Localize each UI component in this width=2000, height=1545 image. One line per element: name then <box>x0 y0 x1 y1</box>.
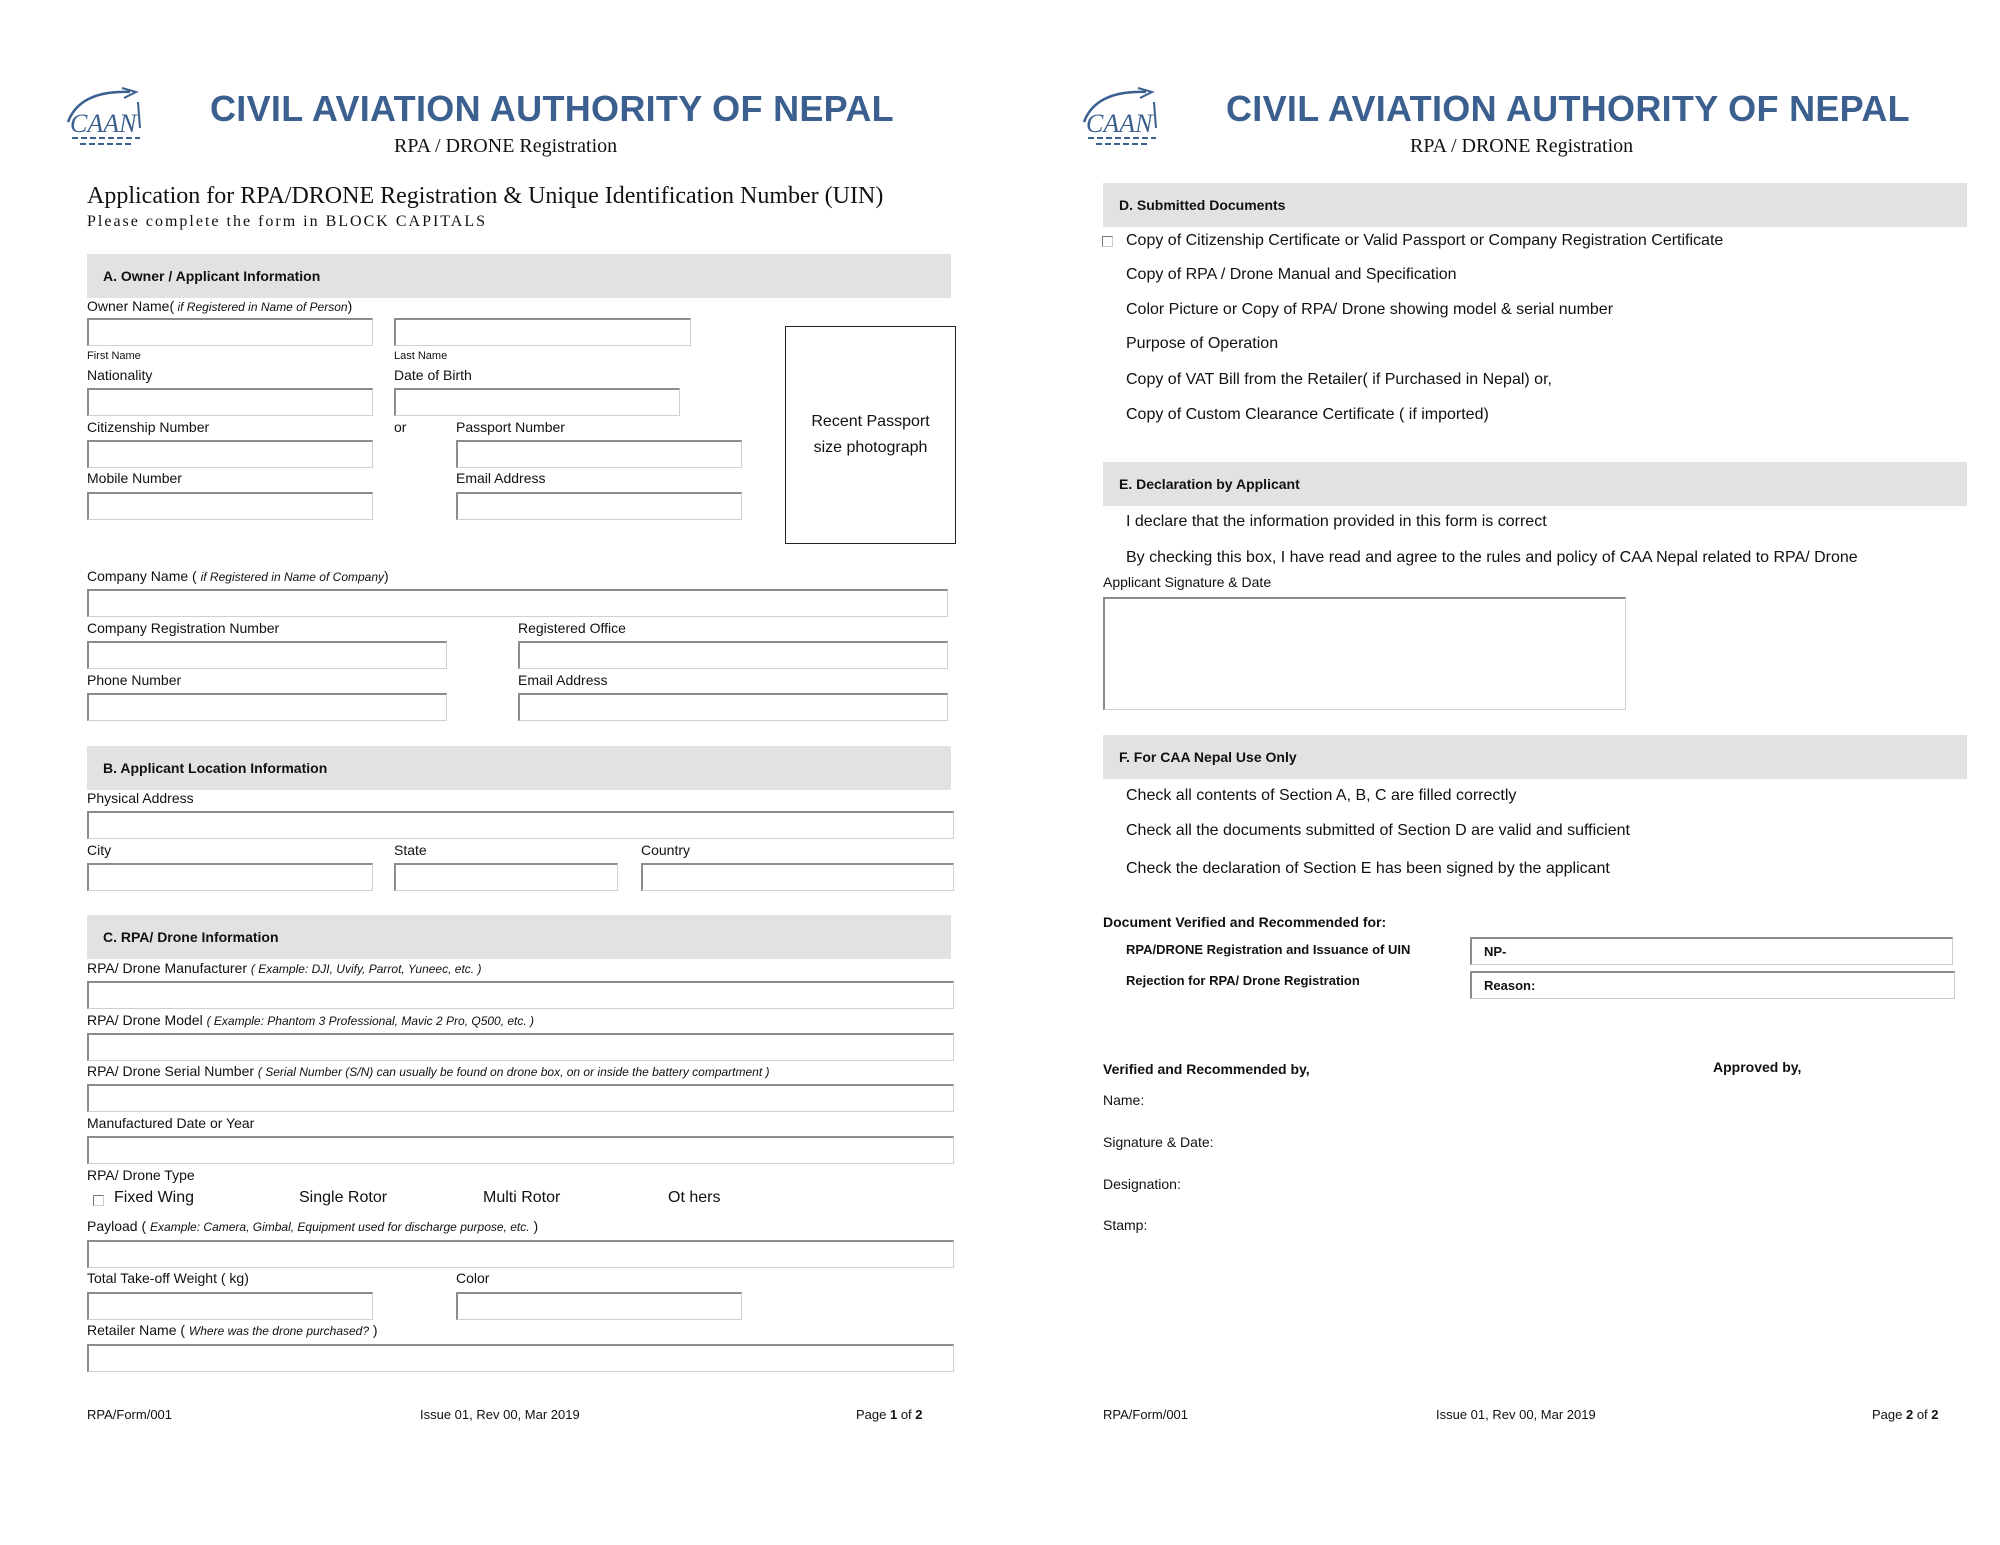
last-name-input[interactable] <box>394 318 691 346</box>
retailer-input[interactable] <box>87 1344 954 1372</box>
declaration-item-1[interactable]: I declare that the information provided in this form is correct <box>1126 513 1547 530</box>
state-label: State <box>394 842 427 858</box>
page-title: CIVIL AVIATION AUTHORITY OF NEPAL <box>1226 88 1910 129</box>
email-input[interactable] <box>456 492 742 520</box>
doc-item-5[interactable]: Copy of VAT Bill from the Retailer( if Purchased in Nepal) or, <box>1126 371 1552 388</box>
company-name-input[interactable] <box>87 589 948 617</box>
company-reg-input[interactable] <box>87 641 447 669</box>
check-item-3[interactable]: Check the declaration of Section E has been signed by the applicant <box>1126 860 1610 877</box>
page-title: CIVIL AVIATION AUTHORITY OF NEPAL <box>210 88 894 129</box>
photo-box[interactable] <box>785 326 956 544</box>
manufacturer-label: RPA/ Drone Manufacturer ( Example: DJI, Uvify, Parrot, Yuneec, etc. ) <box>87 960 482 976</box>
model-input[interactable] <box>87 1033 954 1061</box>
section-a-heading: A. Owner / Applicant Information <box>87 254 951 298</box>
type-option-others[interactable]: Ot hers <box>668 1189 721 1206</box>
signature-box[interactable] <box>1103 597 1626 710</box>
company-email-label: Email Address <box>518 672 608 688</box>
section-f-heading: F. For CAA Nepal Use Only <box>1103 735 1967 779</box>
city-input[interactable] <box>87 863 373 891</box>
form-title: Application for RPA/DRONE Registration & Unique Identification Number (UIN) <box>87 183 884 209</box>
citizenship-label: Citizenship Number <box>87 419 210 435</box>
caan-logo-icon <box>60 82 150 152</box>
type-option-single-rotor[interactable]: Single Rotor <box>299 1189 388 1206</box>
page-subtitle: RPA / DRONE Registration <box>394 135 618 157</box>
physical-address-label: Physical Address <box>87 790 194 806</box>
color-label: Color <box>456 1270 490 1286</box>
weight-label: Total Take-off Weight ( kg) <box>87 1270 249 1286</box>
doc-item-6[interactable]: Copy of Custom Clearance Certificate ( if imported) <box>1126 406 1489 423</box>
section-c-heading: C. RPA/ Drone Information <box>87 915 951 959</box>
passport-label: Passport Number <box>456 419 565 435</box>
doc-item-1[interactable]: Copy of Citizenship Certificate or Valid Passport or Company Registration Certificate <box>1126 232 1724 249</box>
nationality-input[interactable] <box>87 388 373 416</box>
name-field-label: Name: <box>1103 1092 1145 1108</box>
logo-text: CAAN <box>70 109 137 138</box>
phone-label: Phone Number <box>87 672 182 688</box>
footer-form-number: RPA/Form/001 <box>87 1407 173 1422</box>
doc-item-2[interactable]: Copy of RPA / Drone Manual and Specification <box>1126 266 1457 283</box>
drone-type-label: RPA/ Drone Type <box>87 1167 195 1183</box>
company-reg-label: Company Registration Number <box>87 620 280 636</box>
registered-office-label: Registered Office <box>518 620 626 636</box>
serial-label: RPA/ Drone Serial Number ( Serial Number (S/N) can usually be found on drone box, on or inside the battery compartment ) <box>87 1063 770 1079</box>
type-option-multi-rotor[interactable]: Multi Rotor <box>483 1189 561 1206</box>
caan-logo-icon <box>1076 82 1166 152</box>
mobile-input[interactable] <box>87 492 373 520</box>
mobile-label: Mobile Number <box>87 470 182 486</box>
registration-label: RPA/DRONE Registration and Issuance of UIN <box>1126 942 1411 957</box>
page-subtitle: RPA / DRONE Registration <box>1410 135 1634 157</box>
section-d-heading: D. Submitted Documents <box>1103 183 1967 227</box>
last-name-caption: Last Name <box>394 350 448 362</box>
rejection-label: Rejection for RPA/ Drone Registration <box>1126 973 1360 988</box>
dob-label: Date of Birth <box>394 367 472 383</box>
manufacturer-input[interactable] <box>87 981 954 1009</box>
email-label: Email Address <box>456 470 546 486</box>
rejection-reason-input[interactable]: Reason: <box>1470 971 1955 999</box>
form-subtitle: Please complete the form in BLOCK CAPITALS <box>87 213 488 230</box>
verified-by-label: Verified and Recommended by, <box>1103 1061 1310 1077</box>
dob-input[interactable] <box>394 388 680 416</box>
weight-input[interactable] <box>87 1292 373 1320</box>
declaration-item-2[interactable]: By checking this box, I have read and agree to the rules and policy of CAA Nepal related to RPA/ Drone <box>1126 549 1858 566</box>
citizenship-doc-checkbox[interactable] <box>1102 236 1113 247</box>
or-label: or <box>394 419 407 435</box>
registered-office-input[interactable] <box>518 641 948 669</box>
company-name-label: Company Name ( if Registered in Name of Company) <box>87 568 389 584</box>
retailer-label: Retailer Name ( Where was the drone purchased? ) <box>87 1322 378 1338</box>
footer-page-number: Page 2 of 2 <box>1872 1407 1939 1422</box>
country-label: Country <box>641 842 691 858</box>
footer-page-number: Page 1 of 2 <box>856 1407 923 1422</box>
physical-address-input[interactable] <box>87 811 954 839</box>
stamp-field-label: Stamp: <box>1103 1217 1148 1233</box>
phone-input[interactable] <box>87 693 447 721</box>
nationality-label: Nationality <box>87 367 153 383</box>
section-b-heading: B. Applicant Location Information <box>87 746 951 790</box>
passport-input[interactable] <box>456 440 742 468</box>
type-option-fixed-wing[interactable]: Fixed Wing <box>114 1189 195 1206</box>
footer-issue: Issue 01, Rev 00, Mar 2019 <box>1436 1407 1596 1422</box>
serial-input[interactable] <box>87 1084 954 1112</box>
photo-caption: Recent Passport size photograph <box>811 413 930 456</box>
signature-date-field-label: Signature & Date: <box>1103 1134 1214 1150</box>
payload-input[interactable] <box>87 1240 954 1268</box>
footer-issue: Issue 01, Rev 00, Mar 2019 <box>420 1407 580 1422</box>
company-email-input[interactable] <box>518 693 948 721</box>
page-2 <box>1000 0 2000 1545</box>
manufactured-input[interactable] <box>87 1136 954 1164</box>
fixed-wing-checkbox[interactable] <box>93 1195 104 1206</box>
owner-name-label: Owner Name( if Registered in Name of Person) <box>87 298 353 314</box>
first-name-caption: First Name <box>87 350 141 362</box>
citizenship-input[interactable] <box>87 440 373 468</box>
color-input[interactable] <box>456 1292 742 1320</box>
designation-field-label: Designation: <box>1103 1176 1181 1192</box>
first-name-input[interactable] <box>87 318 373 346</box>
doc-item-4[interactable]: Purpose of Operation <box>1126 335 1279 352</box>
signature-label: Applicant Signature & Date <box>1103 574 1272 590</box>
verified-heading: Document Verified and Recommended for: <box>1103 914 1387 930</box>
footer-form-number: RPA/Form/001 <box>1103 1407 1189 1422</box>
payload-label: Payload ( Example: Camera, Gimbal, Equipment used for discharge purpose, etc. ) <box>87 1218 539 1234</box>
check-item-1[interactable]: Check all contents of Section A, B, C are filled correctly <box>1126 787 1517 804</box>
logo-text: CAAN <box>1086 109 1153 138</box>
city-label: City <box>87 842 112 858</box>
section-e-heading: E. Declaration by Applicant <box>1103 462 1967 506</box>
doc-item-3[interactable]: Color Picture or Copy of RPA/ Drone showing model & serial number <box>1126 301 1614 318</box>
state-input[interactable] <box>394 863 618 891</box>
country-input[interactable] <box>641 863 954 891</box>
uin-input[interactable]: NP- <box>1470 937 1953 965</box>
manufactured-label: Manufactured Date or Year <box>87 1115 255 1131</box>
model-label: RPA/ Drone Model ( Example: Phantom 3 Professional, Mavic 2 Pro, Q500, etc. ) <box>87 1012 535 1028</box>
check-item-2[interactable]: Check all the documents submitted of Section D are valid and sufficient <box>1126 822 1630 839</box>
approved-by-label: Approved by, <box>1713 1059 1802 1075</box>
